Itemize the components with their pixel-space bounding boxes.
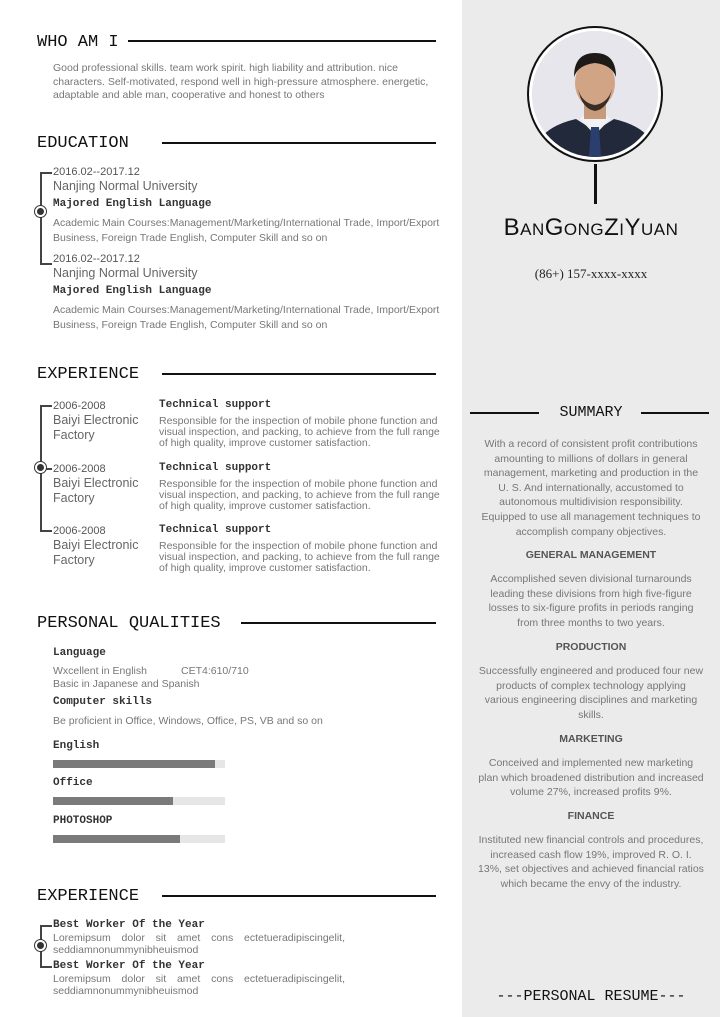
timeline-line [40, 172, 42, 264]
computer-skills-text: Be proficient in Office, Windows, Office, PS, VB and so on [53, 715, 323, 727]
person-portrait-icon [532, 31, 658, 157]
section-divider [162, 373, 436, 375]
education-date: 2016.02--2017.12 [53, 166, 140, 178]
language-line1: Wxcellent in English [53, 665, 147, 677]
summary-divider-left [470, 412, 539, 414]
experience-desc: Responsible for the inspection of mobile phone function and visual inspection, and packing, to achieve from the full range of high quality, improve customer satisfaction. [159, 415, 440, 449]
education-courses: Academic Main Courses:Management/Marketing/International Trade, Import/Export Business, Foreign Trade English, Computer Skill and so on [53, 217, 440, 244]
section-title-experience: EXPERIENCE [37, 365, 140, 384]
experience-date: 2006-2008 [53, 400, 106, 412]
summary-heading: PRODUCTION [555, 641, 627, 653]
section-divider [128, 40, 436, 42]
skill-name: PHOTOSHOP [53, 815, 113, 827]
experience-company: Baiyi Electronic Factory [53, 538, 139, 567]
award-title: Best Worker Of the Year [53, 960, 205, 972]
photo-connector-line [594, 164, 597, 204]
award-text: seddiamnonummynibheuismod [53, 985, 199, 997]
section-title-qualities: PERSONAL QUALITIES [37, 614, 221, 633]
award-title: Best Worker Of the Year [53, 919, 205, 931]
timeline-dot [35, 206, 46, 217]
about-text: Good professional skills. team work spirit. high liability and attribution. nice characters. Self-motivated, respond well in high-pressure atmosphere. energetic, adaptable and able man, cooperative and honest to others [53, 62, 429, 101]
section-title-awards: EXPERIENCE [37, 887, 140, 906]
skill-bar-track [53, 760, 225, 768]
timeline-tick [40, 966, 52, 968]
experience-role: Technical support [159, 462, 272, 474]
section-title-about: WHO AM I [37, 33, 119, 52]
summary-divider-right [641, 412, 709, 414]
education-major: Majored English Language [53, 198, 212, 210]
footer-resume-label: ---PERSONAL RESUME--- [496, 988, 686, 1005]
experience-role: Technical support [159, 524, 272, 536]
section-title-education: EDUCATION [37, 134, 129, 153]
timeline-tick [40, 263, 52, 265]
summary-section-text: Successfully engineered and produced four new products of complex technology applying various engineering disciplines and marketing skills. [478, 665, 704, 721]
timeline-tick [40, 925, 52, 927]
skill-name: English [53, 740, 100, 752]
section-divider [162, 895, 436, 897]
experience-desc: Responsible for the inspection of mobile phone function and visual inspection, and packing, to achieve from the full range of high quality, improve customer satisfaction. [159, 540, 440, 574]
award-text: Loremipsum dolor sit amet cons ectetueradipiscingelit, [53, 973, 345, 985]
profile-photo [532, 31, 658, 157]
section-divider [241, 622, 436, 624]
skill-bar-fill [53, 797, 173, 805]
summary-title: SUMMARY [559, 404, 623, 421]
experience-role: Technical support [159, 399, 272, 411]
language-cert: CET4:610/710 [181, 665, 249, 677]
award-text: Loremipsum dolor sit amet cons ectetueradipiscingelit, [53, 932, 345, 944]
timeline-tick [40, 530, 52, 532]
education-courses: Academic Main Courses:Management/Marketing/International Trade, Import/Export Business, Foreign Trade English, Computer Skill and so on [53, 304, 440, 331]
experience-company: Baiyi Electronic Factory [53, 413, 139, 442]
skill-bar-fill [53, 835, 180, 843]
profile-name: BanGongZiYuan [503, 214, 679, 241]
profile-phone: (86+) 157-xxxx-xxxx [534, 266, 648, 281]
summary-section-text: Conceived and implemented new marketing plan which broadened distribution and increased volume 27%, increased profits 9%. [478, 757, 704, 799]
timeline-tick [40, 172, 52, 174]
summary-section-text: Accomplished seven divisional turnarounds leading these divisions from high five-figure losses to six-figure profits in periods ranging from three months to two years. [488, 573, 694, 629]
summary-heading: MARKETING [559, 733, 623, 745]
education-school: Nanjing Normal University [53, 179, 198, 193]
computer-skills-label: Computer skills [53, 696, 153, 708]
summary-heading: FINANCE [567, 810, 615, 822]
skill-name: Office [53, 777, 93, 789]
education-major: Majored English Language [53, 285, 212, 297]
timeline-dot [35, 462, 46, 473]
award-text: seddiamnonummynibheuismod [53, 944, 199, 956]
section-divider [162, 142, 436, 144]
summary-intro: With a record of consistent profit contributions amounting to millions of dollars in general management, marketing and production in the U. S. And internationally, accustomed to autonomous multidivision responsibility. Equipped to use all management techniques to accomplish company objectives. [481, 438, 701, 538]
education-school: Nanjing Normal University [53, 266, 198, 280]
language-line2: Basic in Japanese and Spanish [53, 678, 200, 690]
experience-desc: Responsible for the inspection of mobile phone function and visual inspection, and packing, to achieve from the full range of high quality, improve customer satisfaction. [159, 478, 440, 512]
experience-date: 2006-2008 [53, 525, 106, 537]
education-date: 2016.02--2017.12 [53, 253, 140, 265]
language-label: Language [53, 647, 106, 659]
skill-bar-fill [53, 760, 215, 768]
timeline-dot [35, 940, 46, 951]
skill-bar-track [53, 797, 225, 805]
experience-company: Baiyi Electronic Factory [53, 476, 139, 505]
experience-date: 2006-2008 [53, 463, 106, 475]
skill-bar-track [53, 835, 225, 843]
summary-heading: GENERAL MANAGEMENT [525, 549, 657, 561]
timeline-tick [40, 405, 52, 407]
summary-section-text: Instituted new financial controls and procedures, increased cash flow 19%, improved R. O. I. 13%, set objectives and achieved financial ratios which became the envy of the industry. [478, 834, 704, 890]
